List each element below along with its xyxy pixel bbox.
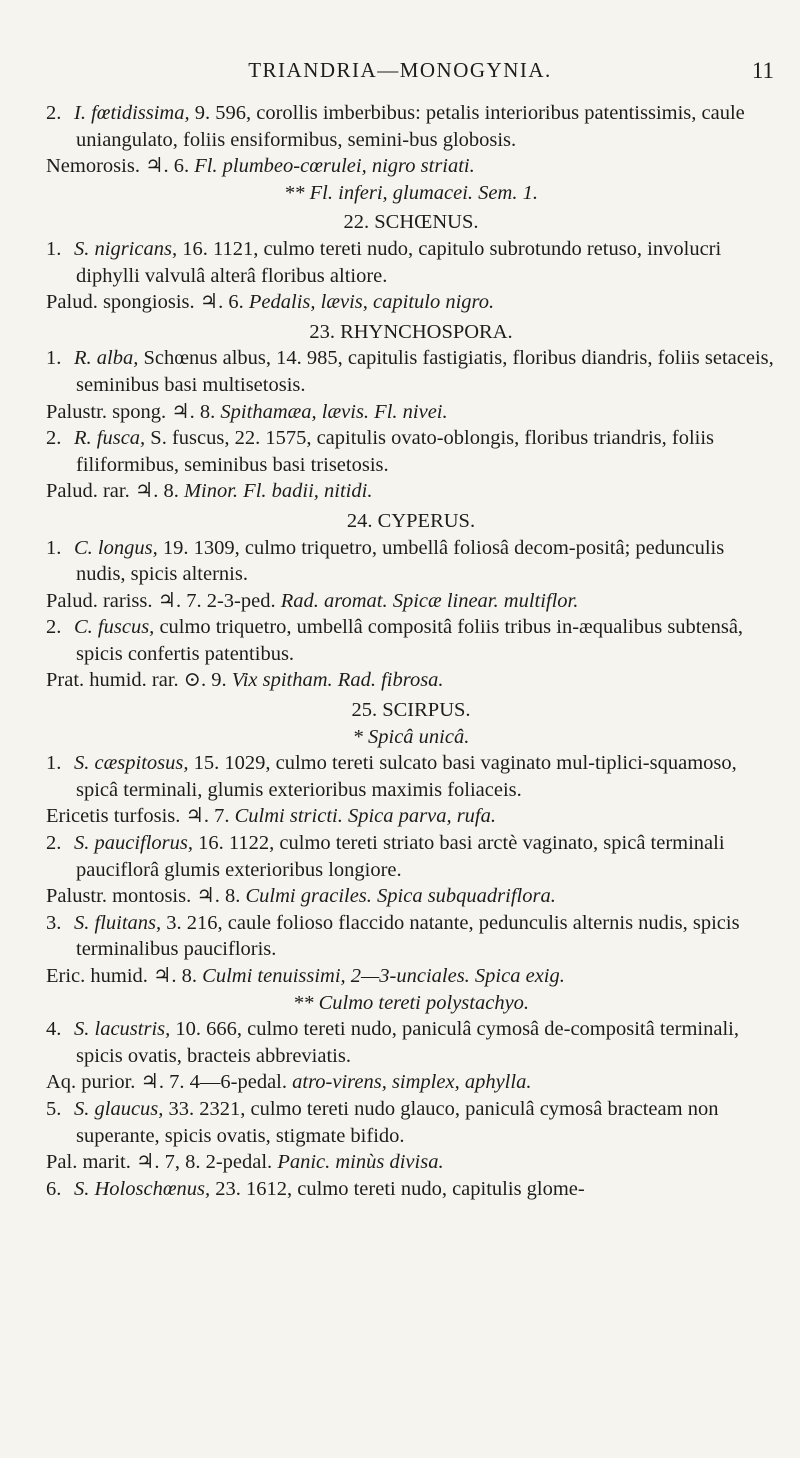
page-body [46, 100, 776, 1202]
species-entry: 1. C. longus, 19. 1309, culmo triquetro, umbellâ foliosâ decom-positâ; pedunculis nudis, spicis alternis. [46, 536, 725, 586]
species-entry: 1. S. cæspitosus, 15. 1029, culmo tereti sulcato basi vaginato mul-tiplici-squamoso, spicâ terminali, glumis exterioribus maximis foliaceis. [46, 752, 737, 801]
habitat-line: Palustr. montosis. ♃. 8. Culmi graciles. Spica subquadriflora. [46, 885, 556, 908]
genus-heading: 25. SCIRPUS. [351, 699, 471, 722]
habitat-line: Prat. humid. rar. ⊙. 9. Vix spitham. Rad. fibrosa. [46, 669, 444, 692]
habitat-line: Palud. rar. ♃. 8. Minor. Fl. badii, nitidi. [46, 480, 373, 503]
habitat-line: Palud. rariss. ♃. 7. 2-3-ped. Rad. aromat. Spicæ linear. multiflor. [46, 589, 579, 612]
genus-heading: 24. CYPERUS. [346, 509, 476, 532]
section-subhead: * Spicâ unicâ. [352, 725, 470, 748]
species-entry: 2. I. fœtidissima, 9. 596, corollis imberbibus: petalis interioribus patentissimis, caule uniangulato, foliis ensiformibus, semini-bus globosis. [46, 102, 745, 151]
habitat-line: Ericetis turfosis. ♃. 7. Culmi stricti. Spica parva, rufa. [46, 805, 496, 828]
running-head: TRIANDRIA—MONOGYNIA. [248, 58, 552, 82]
species-entry: 2. R. fusca, S. fuscus, 22. 1575, capitulis ovato-oblongis, floribus triandris, foliis filiformibus, seminibus basi trisetosis. [46, 427, 715, 476]
species-entry: 6. S. Holoschœnus, 23. 1612, culmo tereti nudo, capitulis glome- [46, 1177, 585, 1200]
species-entry: 1. R. alba, Schœnus albus, 14. 985, capitulis fastigiatis, floribus diandris, foliis setaceis, seminibus basi multisetosis. [46, 347, 774, 396]
habitat-line: Palustr. spong. ♃. 8. Spithamæa, lævis. Fl. nivei. [46, 400, 448, 423]
habitat-line: Aq. purior. ♃. 7. 4—6-pedal. atro-virens, simplex, aphylla. [46, 1071, 532, 1094]
species-entry: 4. S. lacustris, 10. 666, culmo tereti nudo, paniculâ cymosâ de-compositâ terminali, spicis ovatis, bracteis abbreviatis. [46, 1018, 739, 1067]
habitat-line: Pal. marit. ♃. 7, 8. 2-pedal. Panic. minùs divisa. [46, 1151, 444, 1174]
genus-heading: 23. RHYNCHOSPORA. [309, 320, 513, 343]
species-entry: 2. S. pauciflorus, 16. 1122, culmo tereti striato basi arctè vaginato, spicâ terminali pauciflorâ glumis exterioribus longiore. [46, 832, 725, 881]
habitat-line: Nemorosis. ♃. 6. Fl. plumbeo-cœrulei, nigro striati. [46, 155, 475, 178]
section-subhead: ** Fl. inferi, glumacei. Sem. 1. [284, 181, 538, 204]
habitat-line: Eric. humid. ♃. 8. Culmi tenuissimi, 2—3-unciales. Spica exig. [46, 965, 565, 987]
page-number: 11 [751, 58, 774, 83]
habitat-line: Palud. spongiosis. ♃. 6. Pedalis, lævis, capitulo nigro. [46, 291, 495, 314]
species-entry: 3. S. fluitans, 3. 216, caule folioso flaccido natante, pedunculis alternis nudis, spicis terminalibus paucifloris. [46, 911, 740, 961]
section-subhead: ** Culmo tereti polystachyo. [292, 991, 530, 1014]
species-entry: 1. S. nigricans, 16. 1121, culmo tereti nudo, capitulo subrotundo retuso, involucri diphylli valvulâ alterâ floribus altiore. [46, 237, 722, 287]
genus-heading: 22. SCHŒNUS. [343, 211, 479, 234]
species-entry: 2. C. fuscus, culmo triquetro, umbellâ compositâ foliis tribus in-æqualibus subtensâ, spicis confertis patentibus. [46, 616, 744, 665]
species-entry: 5. S. glaucus, 33. 2321, culmo tereti nudo glauco, paniculâ cymosâ bracteam non superante, spicis ovatis, stigmate bifido. [46, 1097, 719, 1147]
